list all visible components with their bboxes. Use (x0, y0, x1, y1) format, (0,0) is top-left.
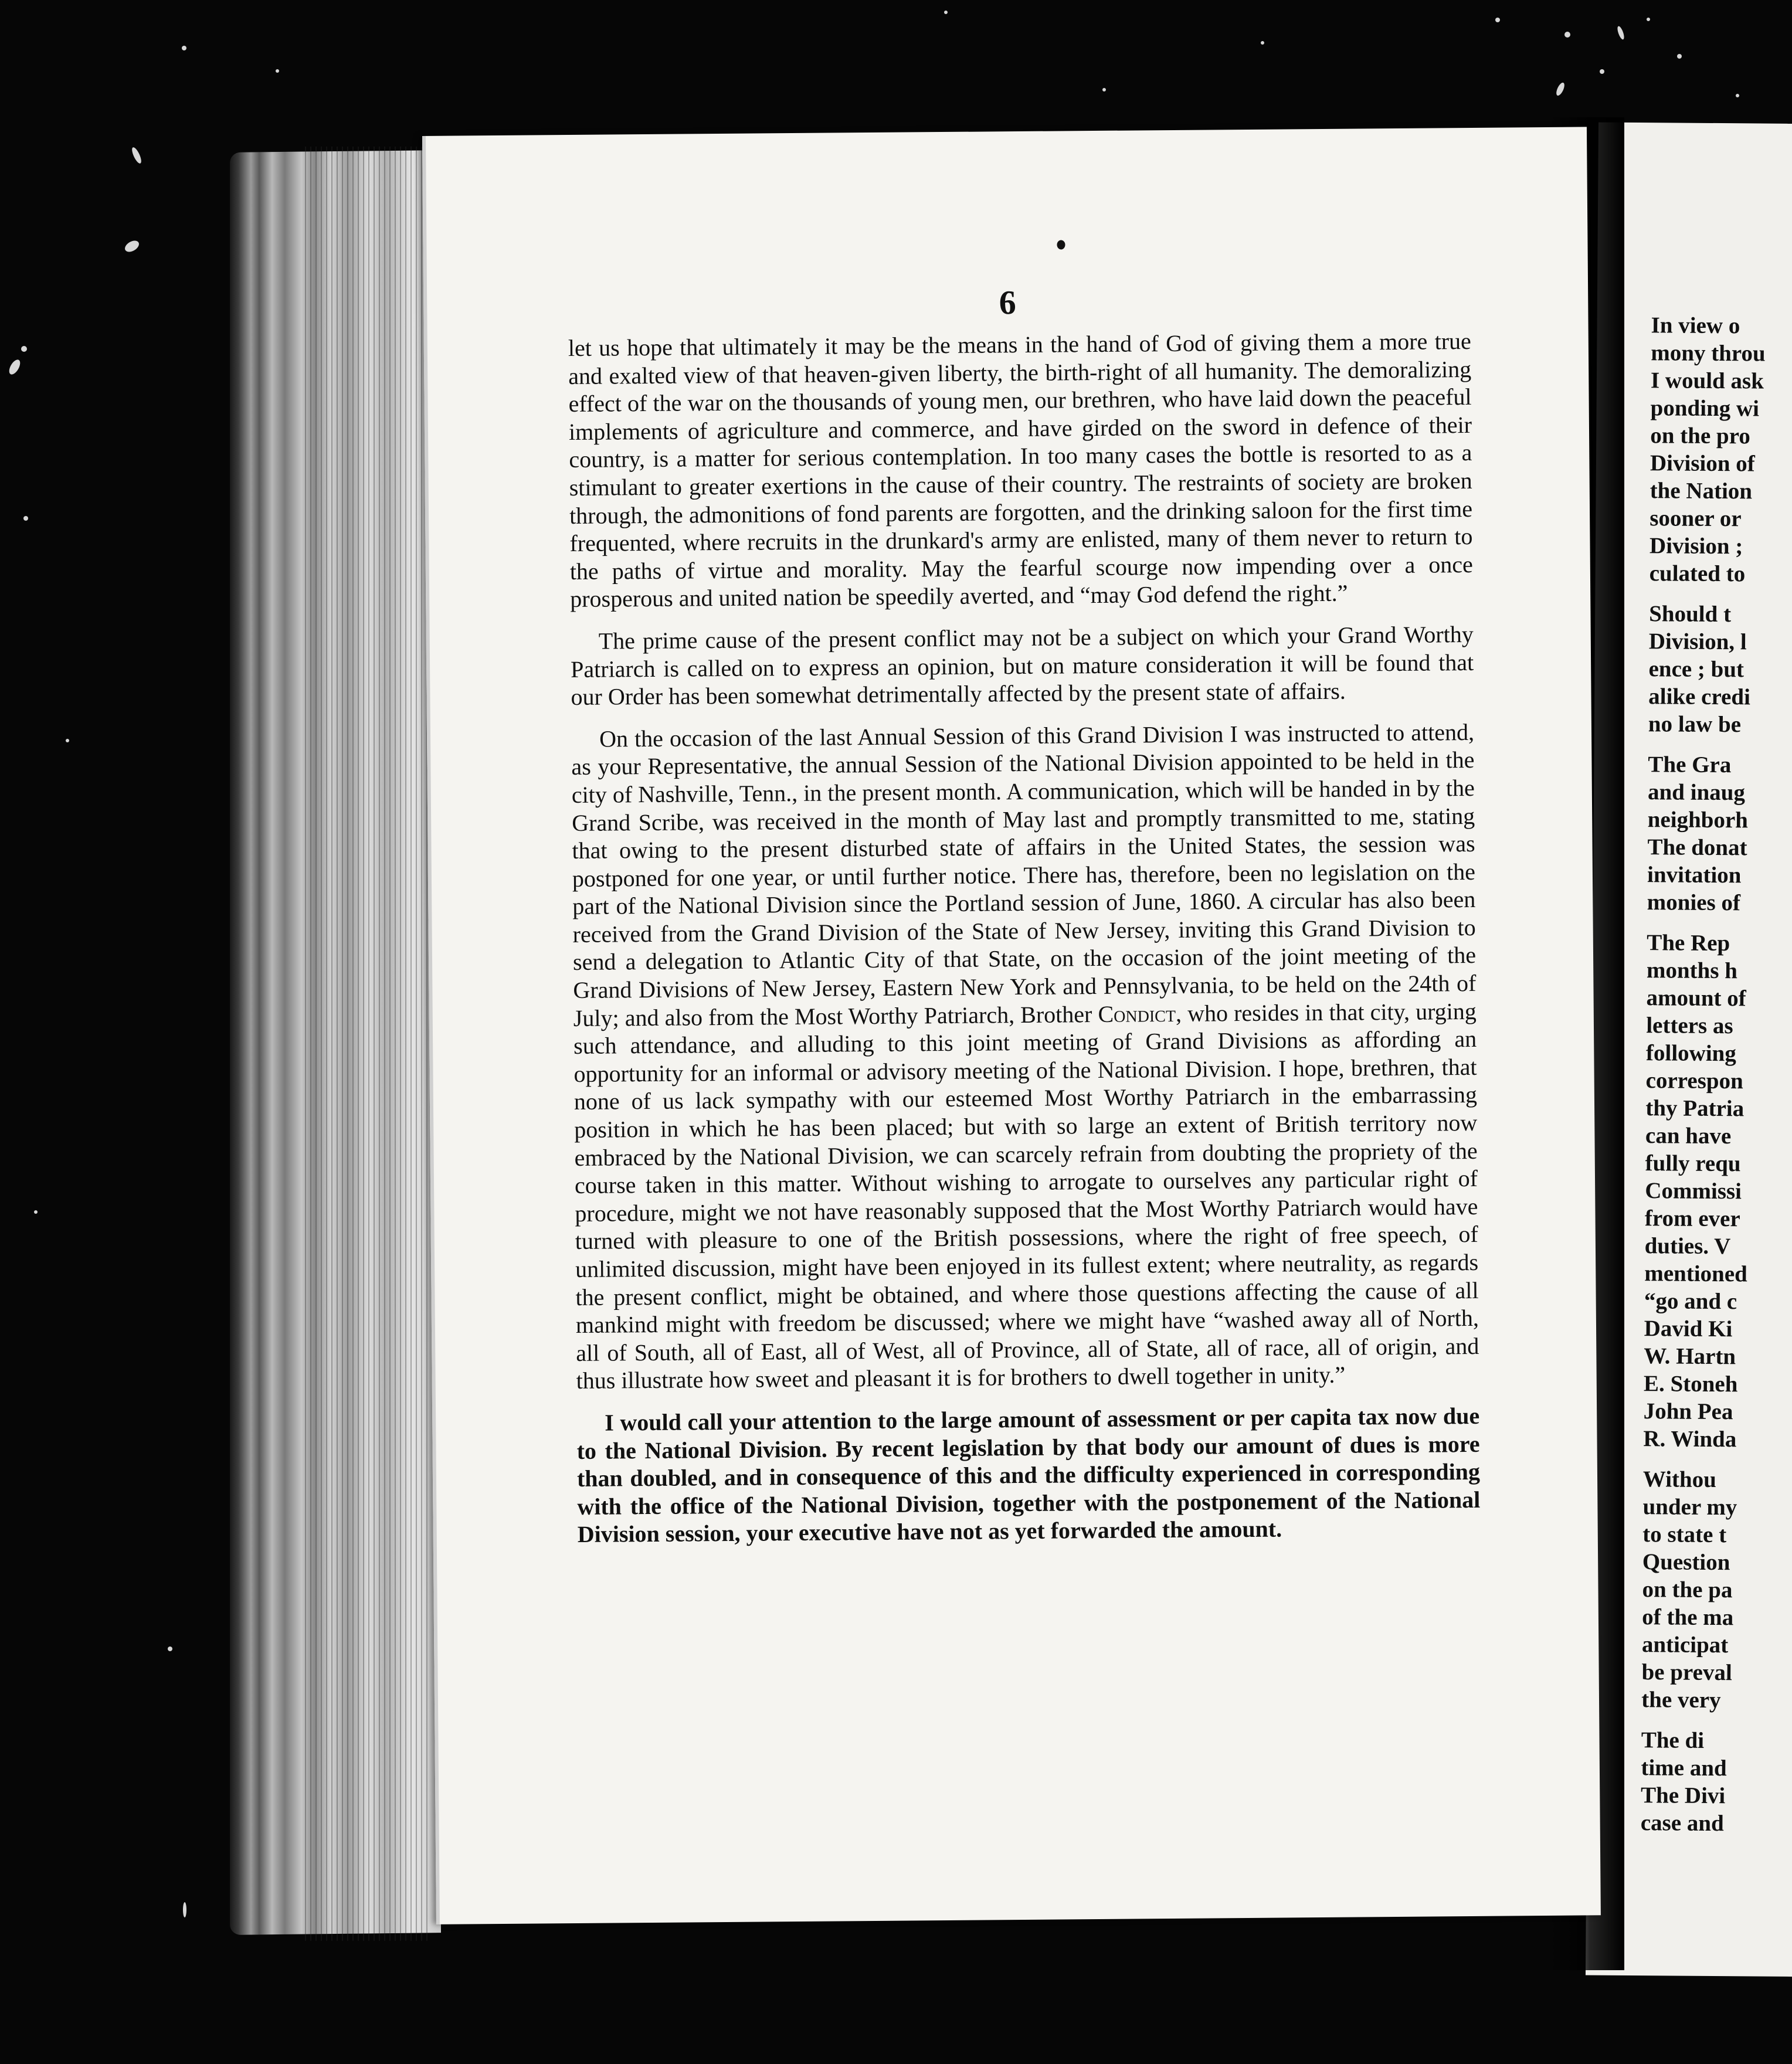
dust-speck (944, 11, 948, 14)
facing-page-line: of the ma (1642, 1604, 1734, 1631)
dust-speck (1261, 41, 1264, 45)
book-page-edge-lines (305, 147, 428, 1941)
facing-page-line: John Pea (1643, 1398, 1733, 1425)
facing-page-line: R. Winda (1643, 1426, 1737, 1452)
facing-page-line: to state t (1642, 1522, 1727, 1548)
dust-speck (1647, 18, 1650, 21)
facing-page-line: Should t (1649, 601, 1732, 627)
facing-page-line: following (1645, 1040, 1736, 1067)
facing-page-line: case and (1640, 1810, 1724, 1836)
facing-page-line: E. Stoneh (1643, 1371, 1738, 1397)
facing-page-line: invitation (1647, 862, 1742, 888)
name-condict: Condict, (1098, 1000, 1182, 1027)
facing-page-line: letters as (1646, 1013, 1733, 1039)
facing-page-paragraph-gap (1641, 1713, 1792, 1728)
facing-page-line: In view o (1651, 313, 1740, 339)
facing-page-line: The Divi (1640, 1783, 1726, 1809)
facing-page-line: sooner or (1650, 505, 1742, 532)
facing-page-line: Commissi (1645, 1178, 1742, 1204)
dust-speck (34, 1210, 38, 1214)
facing-page-line: the very (1641, 1687, 1721, 1713)
facing-page-line: The Gra (1648, 752, 1732, 778)
paragraph-prime-cause: The prime cause of the present conflict may not be a subject on which your Grand Worthy Patriarch is called on to express an opinion, but on mature consideration it will be found that our Order has been somewhat detrimentally affected by the present state of affairs. (570, 620, 1474, 711)
paragraph-annual-session-cont: who resides in that city, urging such attendance, and alluding to this joint meeting of Grand Divisions as affording an opportunity for an informal or advisory meeting of the National Division. I hope, brethren, that none of us lack sympathy with our esteemed Most Worthy Patriarch in the embarrassing position in which he has been placed; but with so large an extent of British territory now embraced by the National Division, we can scarcely refrain from doubting the propriety of the course taken in this matter. Without wishing to arrogate to ourselves any particular right of procedure, might we not have reasonably supposed that the Most Worthy Patriarch would have turned with pleasure to one of the British possessions, where the right of free speech, of unlimited discussion, might have been enjoyed in its fullest extent; where neutrality, as regards the present conflict, might be obtained, and where those questions affecting the cause of all mankind might with freedom be discussed; where we might have “washed away all of North, all of South, all of East, all of West, all of Province, all of State, all of race, all of origin, and thus illustrate how sweet and pleasant it is for brothers to dwell together in unity.” (573, 997, 1479, 1394)
dust-speck (276, 69, 279, 73)
facing-page-line: mony throu (1651, 340, 1766, 366)
paragraph-annual-session (571, 718, 1479, 1395)
dust-speck (1616, 25, 1625, 40)
facing-page-line: culated to (1649, 561, 1746, 587)
facing-page-line: neighborh (1647, 807, 1749, 833)
facing-page-line: W. Hartn (1644, 1343, 1736, 1370)
facing-page-line: Question (1642, 1549, 1730, 1576)
facing-page-line: Division ; (1649, 533, 1743, 559)
facing-page-line: time and (1641, 1755, 1727, 1781)
paragraph-per-capita-tax: I would call your attention to the large amount of assessment or per capita tax now due to the National Division. By recent legislation by that body our amount of dues is more than doubled, and in consequence of this and the difficulty experienced in corresponding with the office of the National Division, together with the postponement of the National Division session, your executive have not as yet forwarded the amount. (576, 1402, 1481, 1548)
facing-page-text (1641, 311, 1792, 1838)
dust-speck (168, 1647, 172, 1651)
facing-page-line: alike credi (1648, 684, 1751, 710)
dust-speck (21, 346, 27, 352)
facing-page-line: Withou (1642, 1466, 1717, 1493)
dust-speck (183, 1902, 186, 1917)
facing-page-line: Division of (1650, 450, 1755, 477)
dust-speck (7, 358, 22, 376)
dust-speck (1555, 82, 1566, 97)
facing-page-line: The Rep (1647, 930, 1730, 956)
facing-page-line: anticipat (1641, 1632, 1729, 1658)
facing-page-line: monies of (1647, 890, 1741, 916)
dust-speck (1564, 32, 1570, 38)
facing-page-line: under my (1642, 1494, 1737, 1520)
dust-speck (1600, 69, 1604, 74)
dust-speck (1495, 18, 1500, 22)
dust-speck (123, 239, 141, 254)
facing-page-line: The donat (1647, 834, 1747, 861)
facing-page-line: correspon (1645, 1068, 1743, 1094)
facing-page-line: can have (1645, 1123, 1732, 1149)
facing-page-paragraph-gap (1643, 1452, 1792, 1467)
dust-speck (130, 146, 143, 164)
page-number: 6 (999, 283, 1017, 322)
facing-page-line: ence ; but (1648, 656, 1745, 683)
facing-page-paragraph-gap (1647, 916, 1792, 931)
facing-page-line: from ever (1644, 1206, 1740, 1232)
dust-speck (66, 739, 69, 742)
facing-page-line: and inaug (1647, 779, 1746, 806)
facing-page-line: amount of (1646, 985, 1746, 1011)
facing-page-line: on the pa (1642, 1577, 1733, 1603)
facing-page-paragraph-gap (1648, 738, 1792, 752)
book-page (422, 127, 1601, 1924)
page-body-text (568, 327, 1481, 1563)
dust-speck (23, 516, 28, 521)
facing-page-line: duties. V (1644, 1233, 1731, 1260)
facing-page-line: be preval (1641, 1659, 1732, 1686)
paragraph-continuation: let us hope that ultimately it may be the means in the hand of God of giving them a more true and exalted view of that heaven-given liberty, the birth-right of all humanity. The demoralizing effect of the war on the thousands of young men, our brethren, who have laid down the peaceful implements of agriculture and commerce, and have girded on the sword in defence of their country, is a matter for serious contemplation. In too many cases the bottle is resorted to as a stimulant to greater exertions in the cause of their country. The restraints of society are broken through, the admonitions of fond parents are forgotten, and the drinking saloon for the first time frequented, where recruits in the drunkard's army are enlisted, many of them never to return to the paths of virtue and morality. May the fearful scourge now impending over a once prosperous and united nation be speedily averted, and “may God defend the right.” (568, 327, 1473, 613)
facing-page-line: “go and c (1644, 1288, 1737, 1315)
paragraph-annual-session-text: On the occasion of the last Annual Session of this Grand Division I was instructed to attend, as your Representative, the annual Session of the National Division appointed to be held in the city of Nashville, Tenn., in the present month. A communication, which will be handed in by the Grand Scribe, was received in the month of May last and promptly transmitted to me, stating that owing to the present disturbed state of affairs in the United States, the session was postponed for one year, or until further notice. There has, therefore, been no legislation on the part of the National Division since the Portland session of June, 1860. A circular has also been received from the Grand Division of the State of New Jersey, inviting this Grand Division to send a delegation to Atlantic City of that State, on the occasion of the joint meeting of the Grand Divisions of New Jersey, Eastern New York and Pennsylvania, to be held on the 24th of July; and also from the Most Worthy Patriarch, Brother (571, 718, 1477, 1031)
dust-speck (1102, 88, 1106, 91)
facing-page-line: The di (1641, 1727, 1705, 1753)
ink-dot-mark (1057, 240, 1065, 249)
facing-page-line: no law be (1648, 711, 1742, 738)
facing-page-line: fully requ (1645, 1150, 1741, 1177)
facing-page-paragraph-gap (1649, 587, 1792, 602)
facing-page-line: the Nation (1650, 478, 1753, 504)
facing-page-line: I would ask (1650, 368, 1764, 394)
dust-speck (1736, 94, 1739, 97)
facing-page-line: thy Patria (1645, 1095, 1745, 1122)
facing-page-line: ponding wi (1650, 395, 1760, 422)
facing-page-line: mentioned (1644, 1261, 1747, 1287)
facing-page-line: on the pro (1650, 423, 1750, 449)
facing-page-line: David Ki (1644, 1316, 1733, 1342)
dust-speck (1677, 54, 1682, 59)
facing-page-line: months h (1646, 958, 1738, 984)
dust-speck (182, 46, 186, 50)
facing-page-line: Division, l (1648, 629, 1747, 655)
